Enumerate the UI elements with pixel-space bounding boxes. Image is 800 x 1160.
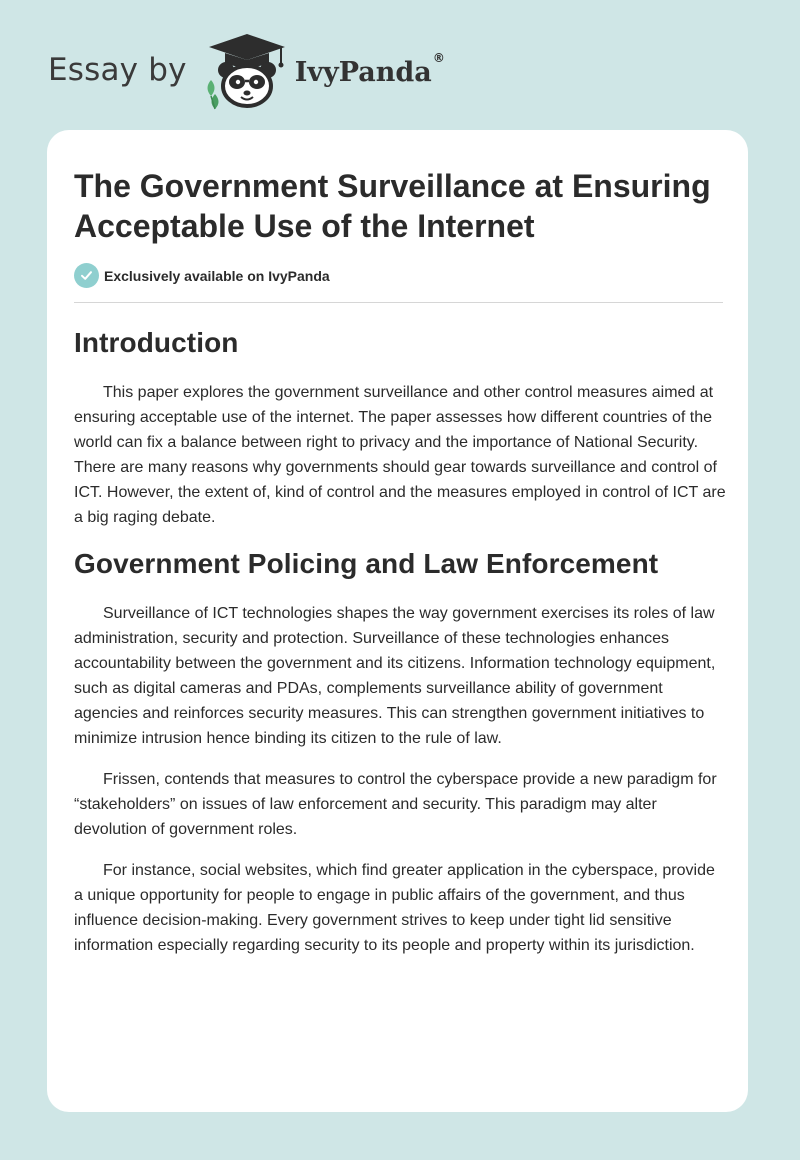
paragraph-government-policing-1: Surveillance of ICT technologies shapes the way government exercises its roles of law administration, security and protection. Surveillance of these technologies enhances accountability between the government and its citizens. Information technology equipment, such as digital cameras and PDAs, complements surveillance ability of government agencies and reinforces security measures. This can strengthen government initiatives to minimize intrusion hence binding its citizen to the rule of law. <box>74 605 716 747</box>
section-heading-government-policing: Government Policing and Law Enforcement <box>74 548 659 579</box>
section-heading-introduction: Introduction <box>74 327 239 358</box>
brand-name: IvyPanda <box>294 56 432 88</box>
exclusive-badge-text: Exclusively available on IvyPanda <box>104 267 330 284</box>
check-circle-icon <box>74 263 99 288</box>
paragraph-government-policing-2: Frissen, contends that measures to control the cyberspace provide a new paradigm for “stakeholders” on issues of law enforcement and security. This paradigm may alter devolution of government roles. <box>74 771 717 838</box>
essay-card <box>47 130 748 1112</box>
exclusive-badge <box>74 263 330 288</box>
title-divider <box>74 302 723 303</box>
essay-title: The Government Surveillance at Ensuring Acceptable Use of the Internet <box>74 168 711 244</box>
essay-body <box>74 325 726 974</box>
brand-header <box>48 30 445 110</box>
registered-mark: ® <box>432 51 445 65</box>
panda-graduate-icon <box>201 30 293 110</box>
paragraph-introduction-1: This paper explores the government surveillance and other control measures aimed at ensuring acceptable use of the internet. The paper assesses how different countries of the world can fix a balance between right to privacy and the importance of National Security. There are many reasons why governments should gear towards surveillance and control of ICT. However, the extent of, kind of control and the measures employed in control of ICT are a big raging debate. <box>74 384 726 526</box>
paragraph-government-policing-3: For instance, social websites, which find greater application in the cyberspace, provide a unique opportunity for people to engage in public affairs of the government, and thus influence decision-making. Every government strives to keep under tight lid sensitive information especially regarding security to its people and property within its jurisdiction. <box>74 862 715 954</box>
brand-prefix: Essay by <box>48 52 187 88</box>
